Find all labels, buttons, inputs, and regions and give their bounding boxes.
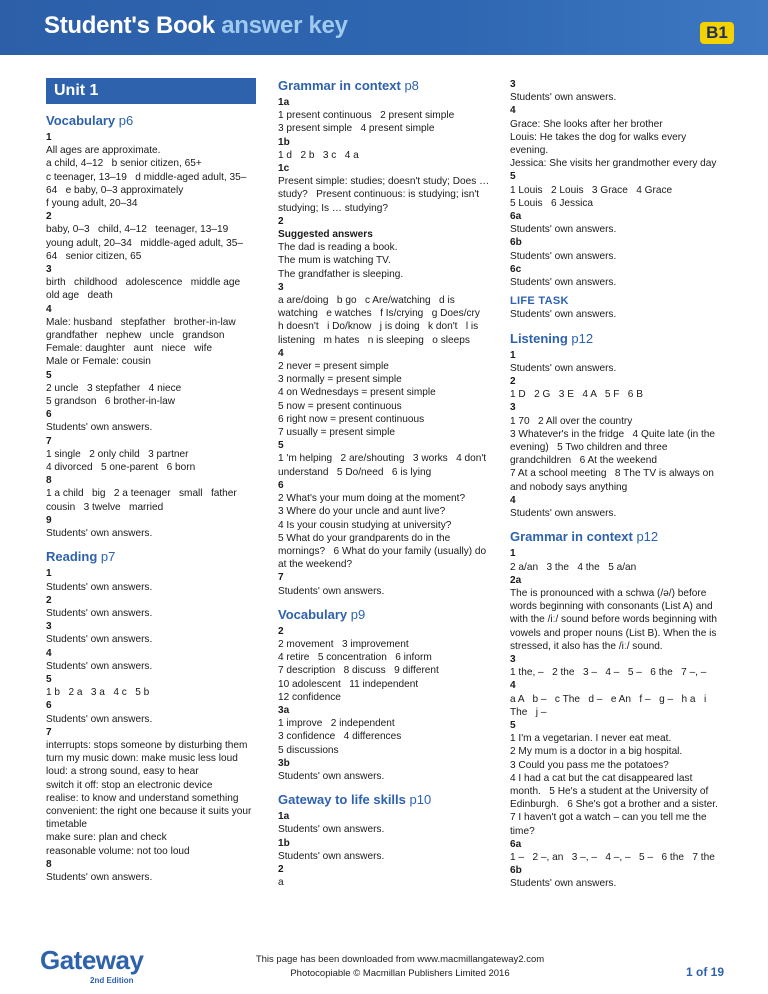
- exercise-number: 1: [46, 132, 52, 143]
- page-number: 1 of 19: [685, 965, 724, 979]
- answer-line: f young adult, 20–34: [46, 198, 138, 210]
- answer-line: The grandfather is sleeping.: [278, 268, 404, 280]
- subheading: LIFE TASK: [510, 295, 569, 308]
- exercise-number: 2: [510, 376, 516, 388]
- exercise-number: 3: [46, 264, 52, 276]
- answer-line: 1 b 2 a 3 a 4 c 5 b: [46, 687, 150, 699]
- answer-column-3: [510, 78, 727, 891]
- exercise-number: 7: [278, 572, 284, 584]
- answer-line: All ages are approximate.: [46, 145, 161, 157]
- answer-line: birth childhood adolescence middle age old age death: [46, 277, 249, 302]
- section-page: p12: [636, 529, 659, 545]
- answer-line: Students' own answers.: [46, 660, 153, 672]
- section-heading: [510, 331, 722, 347]
- answer-line: interrupts: stops someone by disturbing them: [46, 739, 248, 751]
- answer-line: Students' own answers.: [278, 770, 385, 782]
- answer-line: 4 Is your cousin studying at university?: [278, 519, 452, 531]
- logo-edition: 2nd Edition: [90, 976, 134, 985]
- answer-line: The dad is reading a book.: [278, 242, 398, 254]
- answer-line: a are/doing b go c Are/watching d is watching e watches f Is/crying g Does/cry h doesn't i Do/know j is doing k don't l is listening m hates n is sleeping o sleeps: [278, 295, 489, 346]
- exercise-number: 1b: [278, 136, 290, 148]
- answer-line: 2 movement 3 improvement: [278, 638, 409, 650]
- exercise-number: 6b: [510, 237, 522, 249]
- exercise-number: 7: [46, 435, 52, 447]
- exercise-number: 6: [278, 479, 284, 491]
- answer-line: switch it off: stop an electronic device: [46, 779, 213, 791]
- answer-line: 1 improve 2 independent: [278, 718, 395, 730]
- answer-line: a: [278, 877, 284, 889]
- answer-line: 3 confidence 4 differences: [278, 731, 402, 743]
- answer-line: Jessica: She visits her grandmother every day: [510, 158, 717, 170]
- answer-line: turn my music down: make music less loud: [46, 753, 238, 765]
- exercise-number: 6a: [510, 838, 522, 850]
- answer-line: Students' own answers.: [278, 585, 385, 597]
- exercise-number: 5: [278, 440, 284, 452]
- answer-line: 4 divorced 5 one-parent 6 born: [46, 462, 196, 474]
- section-title: Reading: [46, 549, 98, 565]
- answer-line: 1 I'm a vegetarian. I never eat meat.: [510, 733, 672, 745]
- exercise-number: 2: [46, 594, 52, 606]
- answer-line: 7 At a school meeting 8 The TV is always on and nobody says anything: [510, 468, 717, 493]
- section-heading: [278, 607, 490, 623]
- answer-line: loud: a strong sound, easy to hear: [46, 766, 199, 778]
- answer-line: The is pronounced with a schwa (/ə/) before words beginning with consonants (List A) and with the /iː/ sound before words beginning with vowels and proper nouns (List B). When the is stressed, it also has the /iː/ sound.: [510, 587, 720, 652]
- section-page: p10: [409, 792, 432, 808]
- answer-line: 2 never = present simple: [278, 361, 389, 373]
- answer-line: Students' own answers.: [510, 878, 617, 890]
- exercise-number: 6: [46, 409, 52, 421]
- exercise-number: 8: [46, 858, 52, 870]
- answer-line: 1 Louis 2 Louis 3 Grace 4 Grace: [510, 184, 673, 196]
- exercise-number: 2: [278, 625, 284, 637]
- title-main: Student's Book: [44, 12, 215, 39]
- answer-line: a A b – c The d – e An f – g – h a i The j –: [510, 693, 709, 718]
- answer-line: Students' own answers.: [278, 824, 385, 836]
- exercise-number: 3a: [278, 704, 290, 716]
- answer-line: Students' own answers.: [510, 309, 617, 321]
- section-title: Grammar in context: [510, 529, 633, 545]
- answer-line: 5 now = present continuous: [278, 400, 402, 412]
- exercise-number: 3: [510, 402, 516, 414]
- answer-label: Suggested answers: [278, 229, 373, 241]
- answer-column-1: [46, 78, 256, 884]
- answer-line: The mum is watching TV.: [278, 255, 391, 267]
- exercise-number: 1: [510, 548, 516, 560]
- section-title: Vocabulary: [278, 606, 348, 622]
- exercise-number: 3b: [278, 757, 290, 769]
- answer-line: make sure: plan and check: [46, 832, 167, 844]
- answer-line: 4 retire 5 concentration 6 inform: [278, 652, 432, 664]
- section-page: p7: [100, 549, 116, 565]
- answer-line: Students' own answers.: [46, 422, 153, 434]
- answer-line: Female: daughter aunt niece wife: [46, 343, 213, 355]
- answer-line: c teenager, 13–19 d middle-aged adult, 35–64 e baby, 0–3 approximately: [46, 171, 247, 196]
- answer-line: Students' own answers.: [510, 224, 617, 236]
- answer-line: Male or Female: cousin: [46, 356, 151, 368]
- exercise-number: 8: [46, 475, 52, 487]
- answer-line: 5 What do your grandparents do in the mornings? 6 What do your family (usually) do at the weekend?: [278, 532, 489, 571]
- answer-line: 2 What's your mum doing at the moment?: [278, 493, 466, 505]
- section-title: Grammar in context: [278, 78, 401, 93]
- logo-text: Gateway: [40, 945, 144, 975]
- answer-line: 10 adolescent 11 independent: [278, 678, 419, 690]
- exercise-number: 6a: [510, 211, 522, 223]
- answer-line: reasonable volume: not too loud: [46, 845, 190, 857]
- answer-line: Students' own answers.: [46, 634, 153, 646]
- answer-line: 6 right now = present continuous: [278, 413, 425, 425]
- answer-line: 1 'm helping 2 are/shouting 3 works 4 don't understand 5 Do/need 6 is lying: [278, 453, 489, 478]
- answer-line: 7 usually = present simple: [278, 427, 395, 439]
- exercise-number: 7: [46, 726, 52, 738]
- answer-line: 5 Louis 6 Jessica: [510, 197, 594, 209]
- exercise-number: 6b: [510, 865, 522, 877]
- exercise-number: 6c: [510, 263, 522, 275]
- answer-line: 3 present simple 4 present simple: [278, 123, 435, 135]
- section-heading: [278, 792, 490, 808]
- exercise-number: 2: [278, 215, 284, 227]
- section-title: Gateway to life skills: [278, 792, 406, 808]
- section-title: Vocabulary: [46, 113, 116, 128]
- exercise-number: 5: [510, 171, 516, 183]
- answer-line: Students' own answers.: [46, 581, 153, 593]
- exercise-number: 6: [46, 700, 52, 712]
- page-title: [44, 12, 348, 40]
- answer-line: Students' own answers.: [46, 871, 153, 883]
- answer-line: 5 grandson 6 brother-in-law: [46, 396, 176, 408]
- exercise-number: 1: [46, 568, 52, 580]
- download-note: This page has been downloaded from www.macmillangateway2.com: [255, 954, 545, 965]
- answer-line: 1 d 2 b 3 c 4 a: [278, 149, 359, 161]
- answer-line: 1 a child big 2 a teenager small father cousin 3 twelve married: [46, 488, 246, 513]
- answer-line: Students' own answers.: [278, 850, 385, 862]
- answer-line: 1 present continuous 2 present simple: [278, 110, 455, 122]
- answer-line: Students' own answers.: [510, 508, 617, 520]
- section-heading: [46, 549, 256, 565]
- section-page: p8: [404, 78, 419, 93]
- exercise-number: 4: [46, 303, 52, 315]
- answer-line: 2 a/an 3 the 4 the 5 a/an: [510, 561, 637, 573]
- answer-line: convenient: the right one because it suits your timetable: [46, 805, 255, 831]
- exercise-number: 4: [510, 680, 516, 692]
- answer-line: 12 confidence: [278, 691, 341, 703]
- answer-line: 1 the, – 2 the 3 – 4 – 5 – 6 the 7 –, –: [510, 667, 707, 679]
- answer-line: Male: husband stepfather brother-in-law grandfather nephew uncle grandson: [46, 316, 245, 342]
- answer-line: Present simple: studies; doesn't study; Does … study? Present continuous: is studying; isn't studying; Is … studying?: [278, 176, 493, 214]
- answer-line: Students' own answers.: [46, 528, 153, 540]
- exercise-number: 4: [278, 347, 284, 359]
- answer-line: baby, 0–3 child, 4–12 teenager, 13–19 young adult, 20–34 middle-aged adult, 35– 64 senior citizen, 65: [46, 224, 246, 262]
- title-highlight: answer key: [221, 12, 348, 39]
- section-page: p12: [571, 330, 594, 346]
- answer-line: 3 Where do your uncle and aunt live?: [278, 506, 446, 518]
- answer-line: Students' own answers.: [510, 250, 617, 262]
- unit-heading: Unit 1: [46, 78, 256, 104]
- exercise-number: 1a: [278, 97, 290, 108]
- answer-line: a child, 4–12 b senior citizen, 65+: [46, 158, 202, 170]
- exercise-number: 3: [278, 281, 284, 293]
- section-page: p9: [350, 606, 366, 622]
- exercise-number: 3: [46, 621, 52, 633]
- exercise-number: 1b: [278, 837, 290, 849]
- exercise-number: 9: [46, 514, 52, 526]
- section-heading: [510, 529, 722, 545]
- answer-line: 1 – 2 –, an 3 –, – 4 –, – 5 – 6 the 7 the: [510, 851, 715, 863]
- answer-line: Students' own answers.: [510, 92, 617, 104]
- exercise-number: 5: [510, 719, 516, 731]
- answer-line: Students' own answers.: [510, 277, 617, 289]
- exercise-number: 4: [510, 494, 516, 506]
- copyright-note: Photocopiable © Macmillan Publishers Limited 2016: [290, 968, 510, 979]
- exercise-number: 2a: [510, 574, 522, 586]
- answer-line: Louis: He takes the dog for walks every evening.: [510, 131, 689, 157]
- exercise-number: 3: [510, 79, 516, 90]
- level-badge: B1: [700, 22, 734, 44]
- answer-line: 1 single 2 only child 3 partner: [46, 448, 189, 460]
- exercise-number: 1: [510, 349, 516, 361]
- answer-line: 1 70 2 All over the country: [510, 415, 633, 427]
- exercise-number: 5: [46, 673, 52, 685]
- answer-line: Students' own answers.: [510, 362, 617, 374]
- exercise-number: 1c: [278, 163, 290, 175]
- exercise-number: 5: [46, 369, 52, 381]
- exercise-number: 4: [510, 105, 516, 117]
- exercise-number: 4: [46, 647, 52, 659]
- answer-line: Grace: She looks after her brother: [510, 118, 663, 130]
- answer-line: 5 discussions: [278, 744, 339, 756]
- answer-line: Students' own answers.: [46, 713, 153, 725]
- exercise-number: 1a: [278, 811, 290, 823]
- footer-note: [220, 953, 580, 981]
- page-header: [0, 0, 768, 55]
- answer-line: realise: to know and understand something: [46, 792, 239, 804]
- exercise-number: 2: [278, 863, 284, 875]
- answer-line: 3 Whatever's in the fridge 4 Quite late (in the evening) 5 Two children and three grandchildren 6 At the weekend: [510, 428, 718, 467]
- answer-line: 4 I had a cat but the cat disappeared last month. 5 He's a student at the University of Edinburgh. 6 She's got a brother and a sister. 7 I haven't got a watch – can you tell me the time?: [510, 772, 727, 837]
- answer-line: Students' own answers.: [46, 607, 153, 619]
- answer-line: 2 uncle 3 stepfather 4 niece: [46, 382, 182, 394]
- exercise-number: 2: [46, 211, 52, 223]
- answer-line: 7 description 8 discuss 9 different: [278, 665, 439, 677]
- gateway-logo: [40, 945, 144, 985]
- section-page: p6: [118, 113, 134, 128]
- answer-line: 1 D 2 G 3 E 4 A 5 F 6 B: [510, 389, 643, 401]
- section-heading: [46, 113, 256, 129]
- answer-line: 2 My mum is a doctor in a big hospital.: [510, 746, 683, 758]
- section-heading: [278, 78, 490, 94]
- answer-line: 3 normally = present simple: [278, 374, 402, 386]
- answer-line: 3 Could you pass me the potatoes?: [510, 759, 669, 771]
- answer-column-2: [278, 78, 493, 889]
- answer-line: 4 on Wednesdays = present simple: [278, 387, 436, 399]
- exercise-number: 3: [510, 653, 516, 665]
- section-title: Listening: [510, 330, 568, 346]
